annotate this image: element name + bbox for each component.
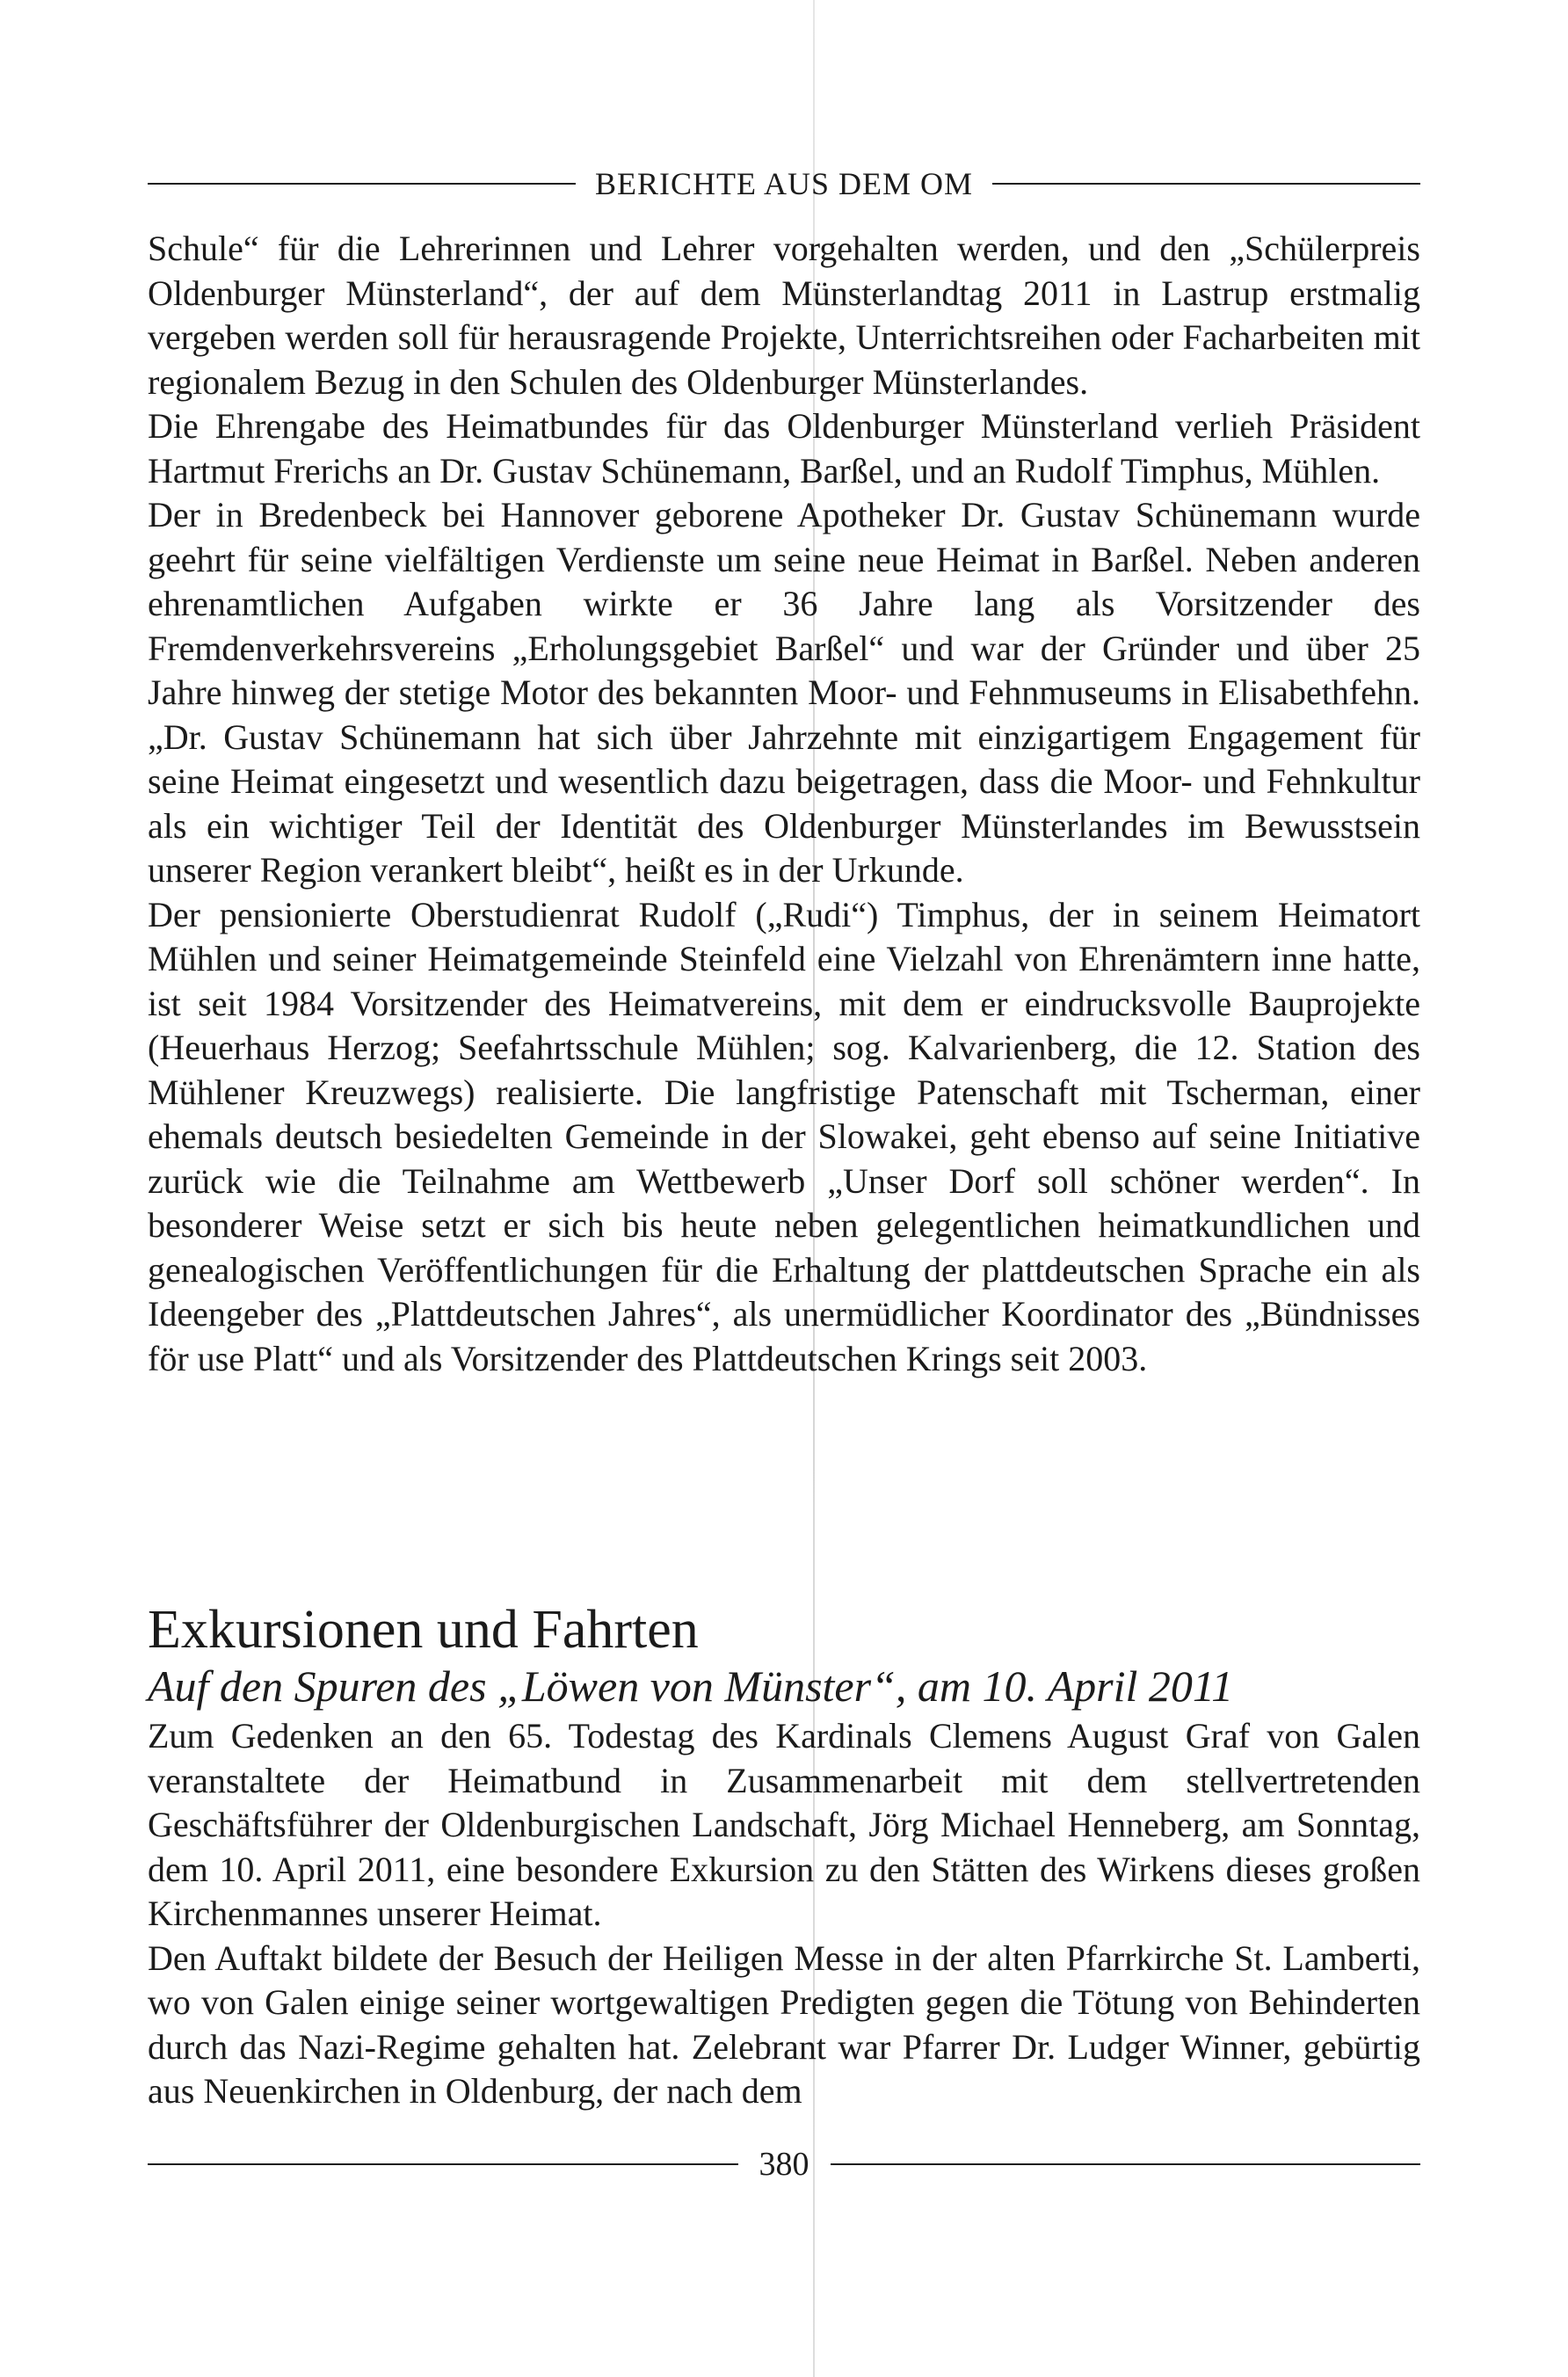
footer-rule-left [148, 2163, 738, 2165]
header-rule-left [148, 183, 576, 185]
text-block-exkursion [148, 1714, 1420, 2114]
sub-heading: Auf den Spuren des „Löwen von Münster“, am 10. April 2011 [148, 1661, 1234, 1711]
paragraph: Die Ehrengabe des Heimatbundes für das Oldenburger Münsterland verlieh Präsident Hartmut Frerichs an Dr. Gustav Schünemann, Barßel, und an Rudolf Timphus, Mühlen. [148, 406, 1420, 491]
paragraph: Den Auftakt bildete der Besuch der Heiligen Messe in der alten Pfarrkirche St. Lamberti, wo von Galen einige seiner wortgewaltigen Predigten gegen die Tötung von Behinderten durch das Nazi-Regime gehalten hat. Zelebrant war Pfarrer Dr. Ludger Winner, gebürtig aus Neuenkirchen in Oldenburg, der nach dem [148, 1937, 1420, 2111]
running-title: BERICHTE AUS DEM OM [594, 166, 974, 201]
section-heading: Exkursionen und Fahrten [148, 1600, 699, 1660]
text-block-ehrengabe [148, 227, 1420, 1381]
paragraph: Zum Gedenken an den 65. Todestag des Kardinals Clemens August Graf von Galen veranstaltete der Heimatbund in Zusammenarbeit mit dem stellvertretenden Geschäftsführer der Oldenburgischen Landschaft, Jörg Michael Henneberg, am Sonntag, dem 10. April 2011, eine besondere Exkursion zu den Stätten des Wirkens dieses großen Kirchenmannes unserer Heimat. [148, 1716, 1420, 1933]
header-rule-right [992, 183, 1420, 185]
paragraph: Schule“ für die Lehrerinnen und Lehrer vorgehalten werden, und den „Schülerpreis Oldenburger Münsterland“, der auf dem Münsterlandtag 2011 in Lastrup erstmalig vergeben werden soll für herausragende Projekte, Unterrichtsreihen oder Facharbeiten mit regionalem Bezug in den Schulen des Oldenburger Münsterlandes. [148, 229, 1420, 402]
page-number: 380 [759, 2146, 809, 2183]
paragraph: Der in Bredenbeck bei Hannover geborene Apotheker Dr. Gustav Schünemann wurde geehrt für seine vielfältigen Verdienste um seine neue Heimat in Barßel. Neben anderen ehrenamtlichen Aufgaben wirkte er 36 Jahre lang als Vorsitzender des Fremdenverkehrsvereins „Erholungsgebiet Barßel“ und war der Gründer und über 25 Jahre hinweg der stetige Motor des bekannten Moor- und Fehnmuseums in Elisabethfehn. „Dr. Gustav Schünemann hat sich über Jahrzehnte mit einzigartigem Engagement für seine Heimat eingesetzt und wesentlich dazu beigetragen, dass die Moor- und Fehnkultur als ein wichtiger Teil der Identität des Oldenburger Münsterlandes im Bewusstsein unserer Region verankert bleibt“, heißt es in der Urkunde. [148, 495, 1420, 890]
footer-rule-right [831, 2163, 1421, 2165]
running-header [148, 165, 1420, 202]
paragraph: Der pensionierte Oberstudienrat Rudolf („Rudi“) Timphus, der in seinem Heimatort Mühlen und seiner Heimatgemeinde Steinfeld eine Vielzahl von Ehrenämtern inne hatte, ist seit 1984 Vorsitzender des Heimatvereins, mit dem er eindrucksvolle Bauprojekte (Heuerhaus Herzog; Seefahrtsschule Mühlen; sog. Kalvarienberg, die 12. Station des Mühlener Kreuzwegs) realisierte. Die langfristige Patenschaft mit Tscherman, einer ehemals deutsch besiedelten Gemeinde in der Slowakei, geht ebenso auf seine Initiative zurück wie die Teilnahme am Wettbewerb „Unser Dorf soll schöner werden“. In besonderer Weise setzt er sich bis heute neben gelegentlichen heimatkundlichen und genealogischen Veröffentlichungen für die Erhaltung der plattdeutschen Sprache ein als Ideengeber des „Plattdeutschen Jahres“, als unermüdlicher Koordinator des „Bündnisses för use Platt“ und als Vorsitzender des Plattdeutschen Krings seit 2003. [148, 894, 1420, 1378]
page-footer [148, 2145, 1420, 2184]
